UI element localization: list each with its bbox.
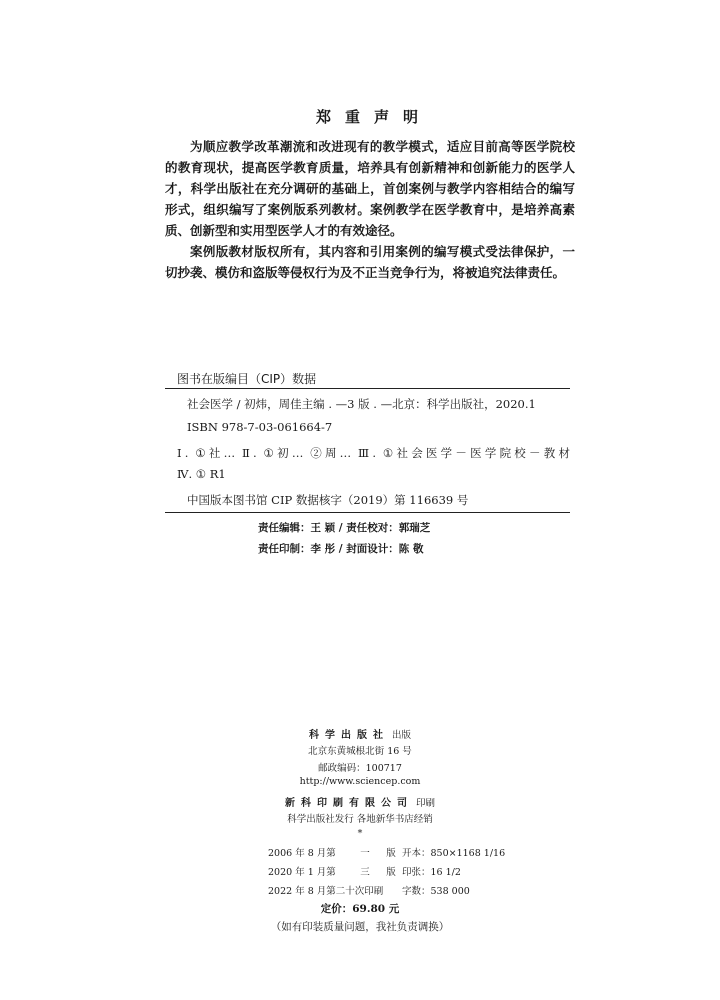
edition-date: 2006 年 8 月第 — [268, 848, 336, 859]
publisher-name: 科学出版社 — [308, 730, 389, 741]
declaration-title: 郑重声明 — [315, 108, 432, 126]
edition-number: 三 — [360, 867, 370, 878]
publisher-postcode: 邮政编码：100717 — [318, 763, 402, 774]
cip-isbn: ISBN 978-7-03-061664-7 — [187, 420, 333, 434]
edition-spec: 开本：850×1168 1/16 — [402, 848, 506, 859]
printer-name: 新科印刷有限公司 — [284, 798, 413, 809]
quality-note: （如有印装质量问题，我社负责调换） — [270, 921, 450, 933]
publisher-line — [0, 726, 720, 741]
edition-spec: 印张：16 1/2 — [402, 867, 461, 878]
cip-heading: 图书在版编目（CIP）数据 — [177, 372, 317, 386]
edition-unit: 版 — [386, 848, 396, 859]
edition-date: 2020 年 1 月第 — [268, 867, 336, 878]
publisher-address: 北京东黄城根北街 16 号 — [308, 746, 412, 757]
price — [0, 901, 720, 916]
edition-row — [268, 864, 461, 878]
declaration-paragraph-2: 案例版教材版权所有，其内容和引用案例的编写模式受法律保护，一切抄袭、模仿和盗版等侵权行为及不正当竞争行为，将被追究法律责任。 — [165, 244, 575, 280]
cip-index-line-1: Ⅰ. ①社… Ⅱ. ①初… ②周… Ⅲ. ①社会医学－医学院校－教材 — [177, 446, 570, 460]
publisher-website: http://www.sciencep.com — [299, 776, 421, 787]
staff-line-1: 责任编辑：王 颖 / 责任校对：郭瑞芝 — [258, 522, 431, 534]
cip-core-number: 中国版本图书馆 CIP 数据核字（2019）第 116639 号 — [187, 493, 469, 507]
cip-index-line-2: Ⅳ. ① R1 — [177, 467, 226, 481]
declaration-body — [165, 136, 575, 283]
printer-line — [0, 794, 720, 809]
edition-date: 2022 年 8 月第二十次印刷 — [268, 886, 384, 897]
edition-row — [268, 883, 470, 897]
printer-suffix: 印刷 — [416, 798, 436, 809]
separator-star: * — [357, 828, 363, 839]
declaration-paragraph-1: 为顺应教学改革潮流和改进现有的教学模式，适应目前高等医学院校的教育现状，提高医学教育质量，培养具有创新精神和创新能力的医学人才，科学出版社在充分调研的基础上，首创案例与教学内容相结合的编写形式，组织编写了案例版系列教材。案例教学在医学教育中，是培养高素质、创新型和实用型医学人才的有效途径。 — [165, 139, 575, 238]
cip-index — [177, 443, 570, 485]
price-text: 定价：69.80 元 — [320, 903, 400, 915]
cip-bibliographic: 社会医学 / 初炜，周佳主编 . —3 版 . —北京：科学出版社，2020.1 — [187, 397, 536, 411]
publisher-suffix: 出版 — [392, 730, 412, 741]
edition-spec: 字数：538 000 — [402, 886, 470, 897]
distribution-line: 科学出版社发行 各地新华书店经销 — [287, 814, 433, 825]
edition-number: 一 — [360, 848, 370, 859]
staff-line-2: 责任印制：李 彤 / 封面设计：陈 敬 — [258, 543, 424, 555]
cip-top-rule — [165, 388, 570, 389]
edition-row — [268, 845, 505, 859]
edition-unit: 版 — [386, 867, 396, 878]
cip-bottom-rule — [165, 512, 570, 513]
